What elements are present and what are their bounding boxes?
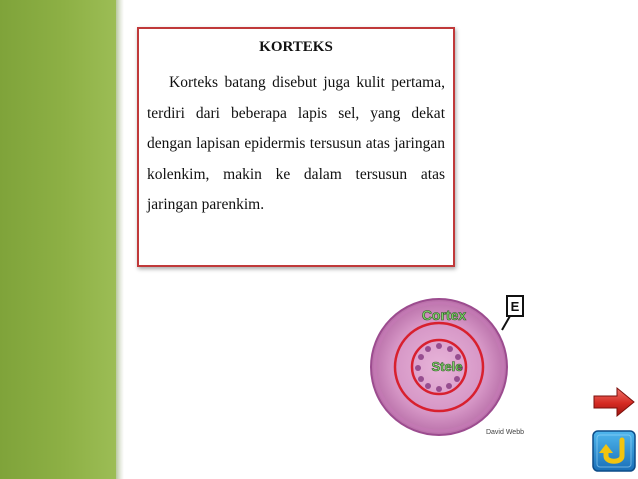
- slide-title: KORTEKS: [259, 39, 333, 55]
- return-button[interactable]: [592, 430, 636, 472]
- cortex-label: Cortex: [421, 307, 467, 323]
- stem-cross-section-svg: [366, 294, 526, 436]
- return-arrow-icon: [592, 430, 636, 472]
- stem-cross-section-image: [366, 294, 526, 436]
- left-decorative-panel: [0, 0, 116, 479]
- next-slide-button[interactable]: [593, 386, 635, 418]
- image-credit: David Webb: [485, 429, 524, 436]
- epidermis-marker-label: E: [510, 299, 520, 314]
- stele-label: Stele: [431, 359, 463, 374]
- content-text-box: [137, 27, 455, 267]
- right-arrow-icon: [593, 386, 635, 418]
- slide-body-text: Korteks batang disebut juga kulit pertama, terdiri dari beberapa lapis sel, yang dekat dengan lapisan epidermis tersusun atas jaringan kolenkim, makin ke dalam tersusun atas jaringan parenkim.: [147, 74, 445, 213]
- left-panel-edge: [116, 0, 124, 479]
